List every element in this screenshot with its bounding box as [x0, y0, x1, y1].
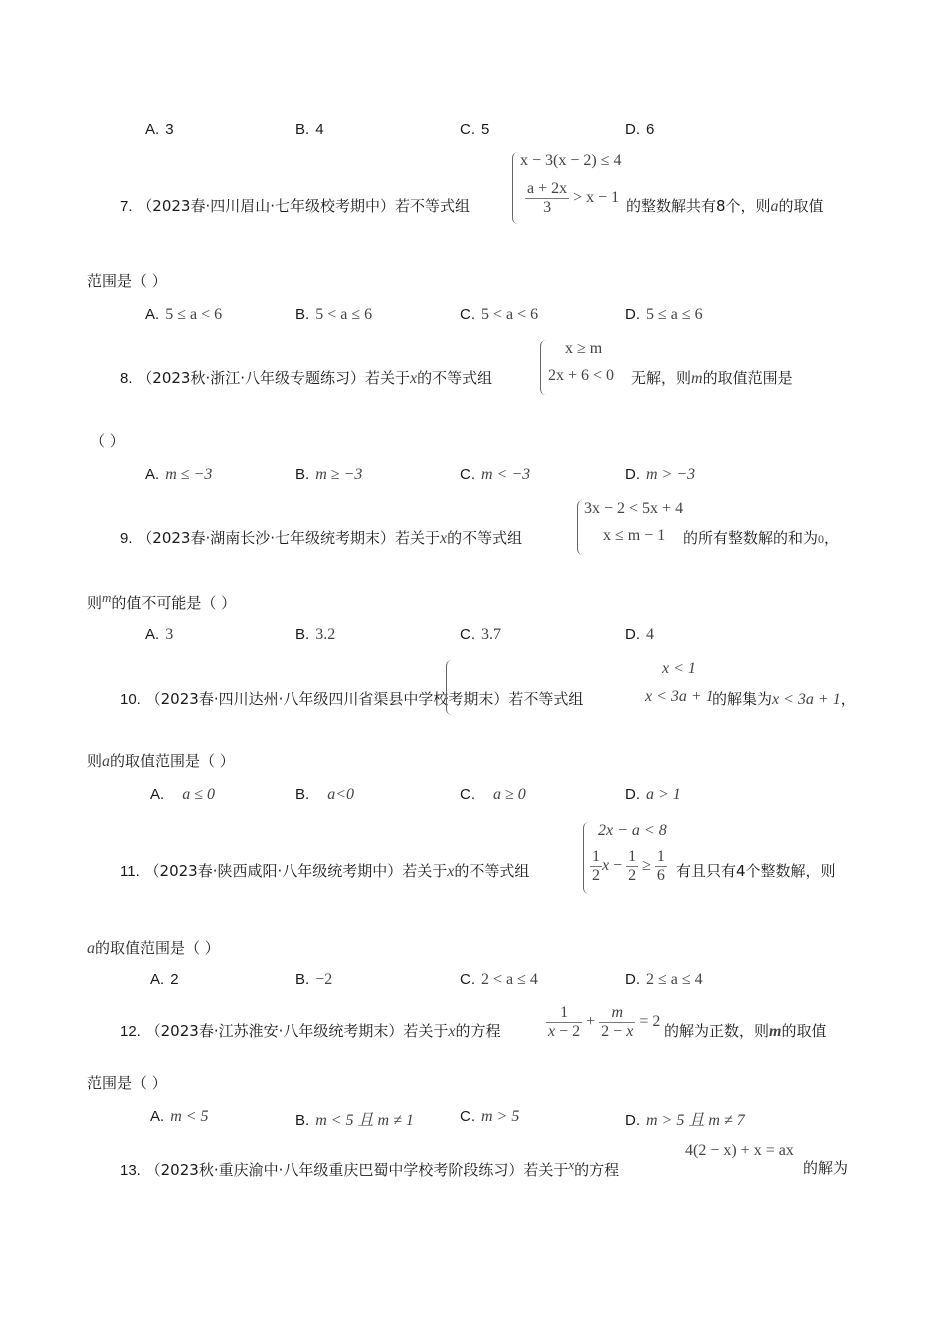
q9-option-d[interactable]: D. 4 — [625, 626, 654, 643]
q11-option-a[interactable]: A. 2 — [150, 971, 179, 988]
q7-system-line1: x − 3(x − 2) ≤ 4 — [520, 152, 622, 169]
q9-brace — [577, 500, 584, 555]
q12-option-d[interactable]: D. m > 5 且 m ≠ 7 — [625, 1112, 745, 1129]
q7-source: （2023春·四川眉山·七年级校考期中） — [137, 197, 396, 215]
q10-option-d[interactable]: D. a > 1 — [625, 786, 681, 803]
q12-stem: 12. （2023春·江苏淮安·八年级统考期末）若关于x的方程 — [120, 1022, 501, 1040]
q11-option-d[interactable]: D. 2 ≤ a ≤ 4 — [625, 971, 703, 988]
q7-option-a[interactable]: A. 5 ≤ a < 6 — [145, 306, 223, 323]
q7-stem-end: 的整数解共有8个，则a的取值 — [626, 197, 824, 215]
q7-continuation: 范围是（ ） — [87, 272, 167, 290]
q10-source: （2023春·四川达州·八年级四川省渠县中学校考期末） — [145, 690, 509, 708]
q7-system-line2: $\frac{a + 2x}{3}$ > x − 1 — [527, 180, 620, 216]
q12-continuation: 范围是（ ） — [87, 1074, 167, 1092]
q10-stem-end: 的解集为x < 3a + 1， — [712, 690, 856, 708]
q7-stem: 7. （2023春·四川眉山·七年级校考期中）若不等式组 — [120, 197, 471, 215]
q6-option-c[interactable]: C. 5 — [460, 121, 490, 138]
q8-continuation: （ ） — [90, 432, 125, 450]
q8-system-line1: x ≥ m — [565, 340, 603, 357]
q8-option-a[interactable]: A. m ≤ −3 — [145, 466, 213, 483]
q8-stem-end: 无解，则m的取值范围是 — [631, 369, 793, 387]
q12-option-a[interactable]: A. m < 5 — [150, 1108, 209, 1125]
q10-system-line1: x < 1 — [662, 660, 696, 677]
q7-option-c[interactable]: C. 5 < a < 6 — [460, 306, 539, 323]
q9-system-line1: 3x − 2 < 5x + 4 — [584, 500, 684, 517]
q6-option-b[interactable]: B. 4 — [295, 121, 324, 138]
q9-option-b[interactable]: B. 3.2 — [295, 626, 336, 643]
q9-continuation: 则m的值不可能是（ ） — [87, 590, 237, 612]
q11-option-c[interactable]: C. 2 < a ≤ 4 — [460, 971, 538, 988]
q12-option-b[interactable]: B. m < 5 且 m ≠ 1 — [295, 1112, 414, 1129]
q11-system-line1: 2x − a < 8 — [598, 822, 667, 839]
q13-equation: 4(2 − x) + x = ax — [685, 1142, 794, 1159]
q10-option-a[interactable]: A. a ≤ 0 — [150, 786, 215, 803]
q10-continuation: 则a的取值范围是（ ） — [87, 752, 235, 770]
q9-stem: 9. （2023春·湖南长沙·七年级统考期末）若关于x的不等式组 — [120, 529, 523, 547]
q6-option-d[interactable]: D. 6 — [625, 121, 655, 138]
q12-stem-end: 的解为正数，则m的取值 — [664, 1022, 827, 1040]
q8-system-line2: 2x + 6 < 0 — [548, 367, 615, 384]
q7-option-b[interactable]: B. 5 < a ≤ 6 — [295, 306, 373, 323]
q7-brace — [512, 152, 519, 224]
q12-source: （2023春·江苏淮安·八年级统考期末） — [145, 1022, 404, 1040]
q7-option-d[interactable]: D. 5 ≤ a ≤ 6 — [625, 306, 703, 323]
q11-brace — [583, 822, 590, 894]
q6-option-a[interactable]: A. 3 — [145, 121, 174, 138]
q9-stem-end: 的所有整数解的和为0， — [683, 529, 840, 547]
q8-stem: 8. （2023秋·浙江·八年级专题练习）若关于x的不等式组 — [120, 369, 493, 387]
q11-continuation: a的取值范围是（ ） — [87, 939, 220, 957]
q11-system-line2: $\frac{1}{2}$ x − $\frac{1}{2}$ ≥ $\frac{1}{6}$ — [592, 848, 665, 884]
q9-source: （2023春·湖南长沙·七年级统考期末） — [137, 529, 396, 547]
q8-brace — [540, 340, 547, 395]
q10-option-b[interactable]: B. a<0 — [295, 786, 354, 803]
q8-option-b[interactable]: B. m ≥ −3 — [295, 466, 363, 483]
q9-system-line2: x ≤ m − 1 — [603, 527, 666, 544]
q8-source: （2023秋·浙江·八年级专题练习） — [137, 369, 366, 387]
q10-brace — [446, 660, 453, 715]
q12-equation: $\frac{1}{x - 2}$ + $\frac{m}{2 - x}$ = 2 — [548, 1004, 661, 1040]
q9-option-a[interactable]: A. 3 — [145, 626, 174, 643]
q11-option-b[interactable]: B. −2 — [295, 971, 333, 988]
q8-option-d[interactable]: D. m > −3 — [625, 466, 696, 483]
q10-stem: 10. （2023春·四川达州·八年级四川省渠县中学校考期末）若不等式组 — [120, 690, 584, 708]
q12-option-c[interactable]: C. m > 5 — [460, 1108, 520, 1125]
q10-option-c[interactable]: C. a ≥ 0 — [460, 786, 526, 803]
q13-stem: 13. （2023秋·重庆渝中·八年级重庆巴蜀中学校考阶段练习）若关于x的方程 — [120, 1157, 620, 1179]
q11-source: （2023春·陕西咸阳·八年级统考期中） — [144, 862, 403, 880]
q11-stem: 11. （2023春·陕西咸阳·八年级统考期中）若关于x的不等式组 — [120, 862, 530, 880]
q13-source: （2023秋·重庆渝中·八年级重庆巴蜀中学校考阶段练习） — [145, 1161, 524, 1179]
q8-option-c[interactable]: C. m < −3 — [460, 466, 531, 483]
q10-system-line2: x < 3a + 1 — [645, 688, 714, 705]
q11-stem-end: 有且只有4个整数解，则 — [676, 862, 836, 880]
q13-stem-end: 的解为 — [803, 1159, 849, 1177]
q9-option-c[interactable]: C. 3.7 — [460, 626, 501, 643]
